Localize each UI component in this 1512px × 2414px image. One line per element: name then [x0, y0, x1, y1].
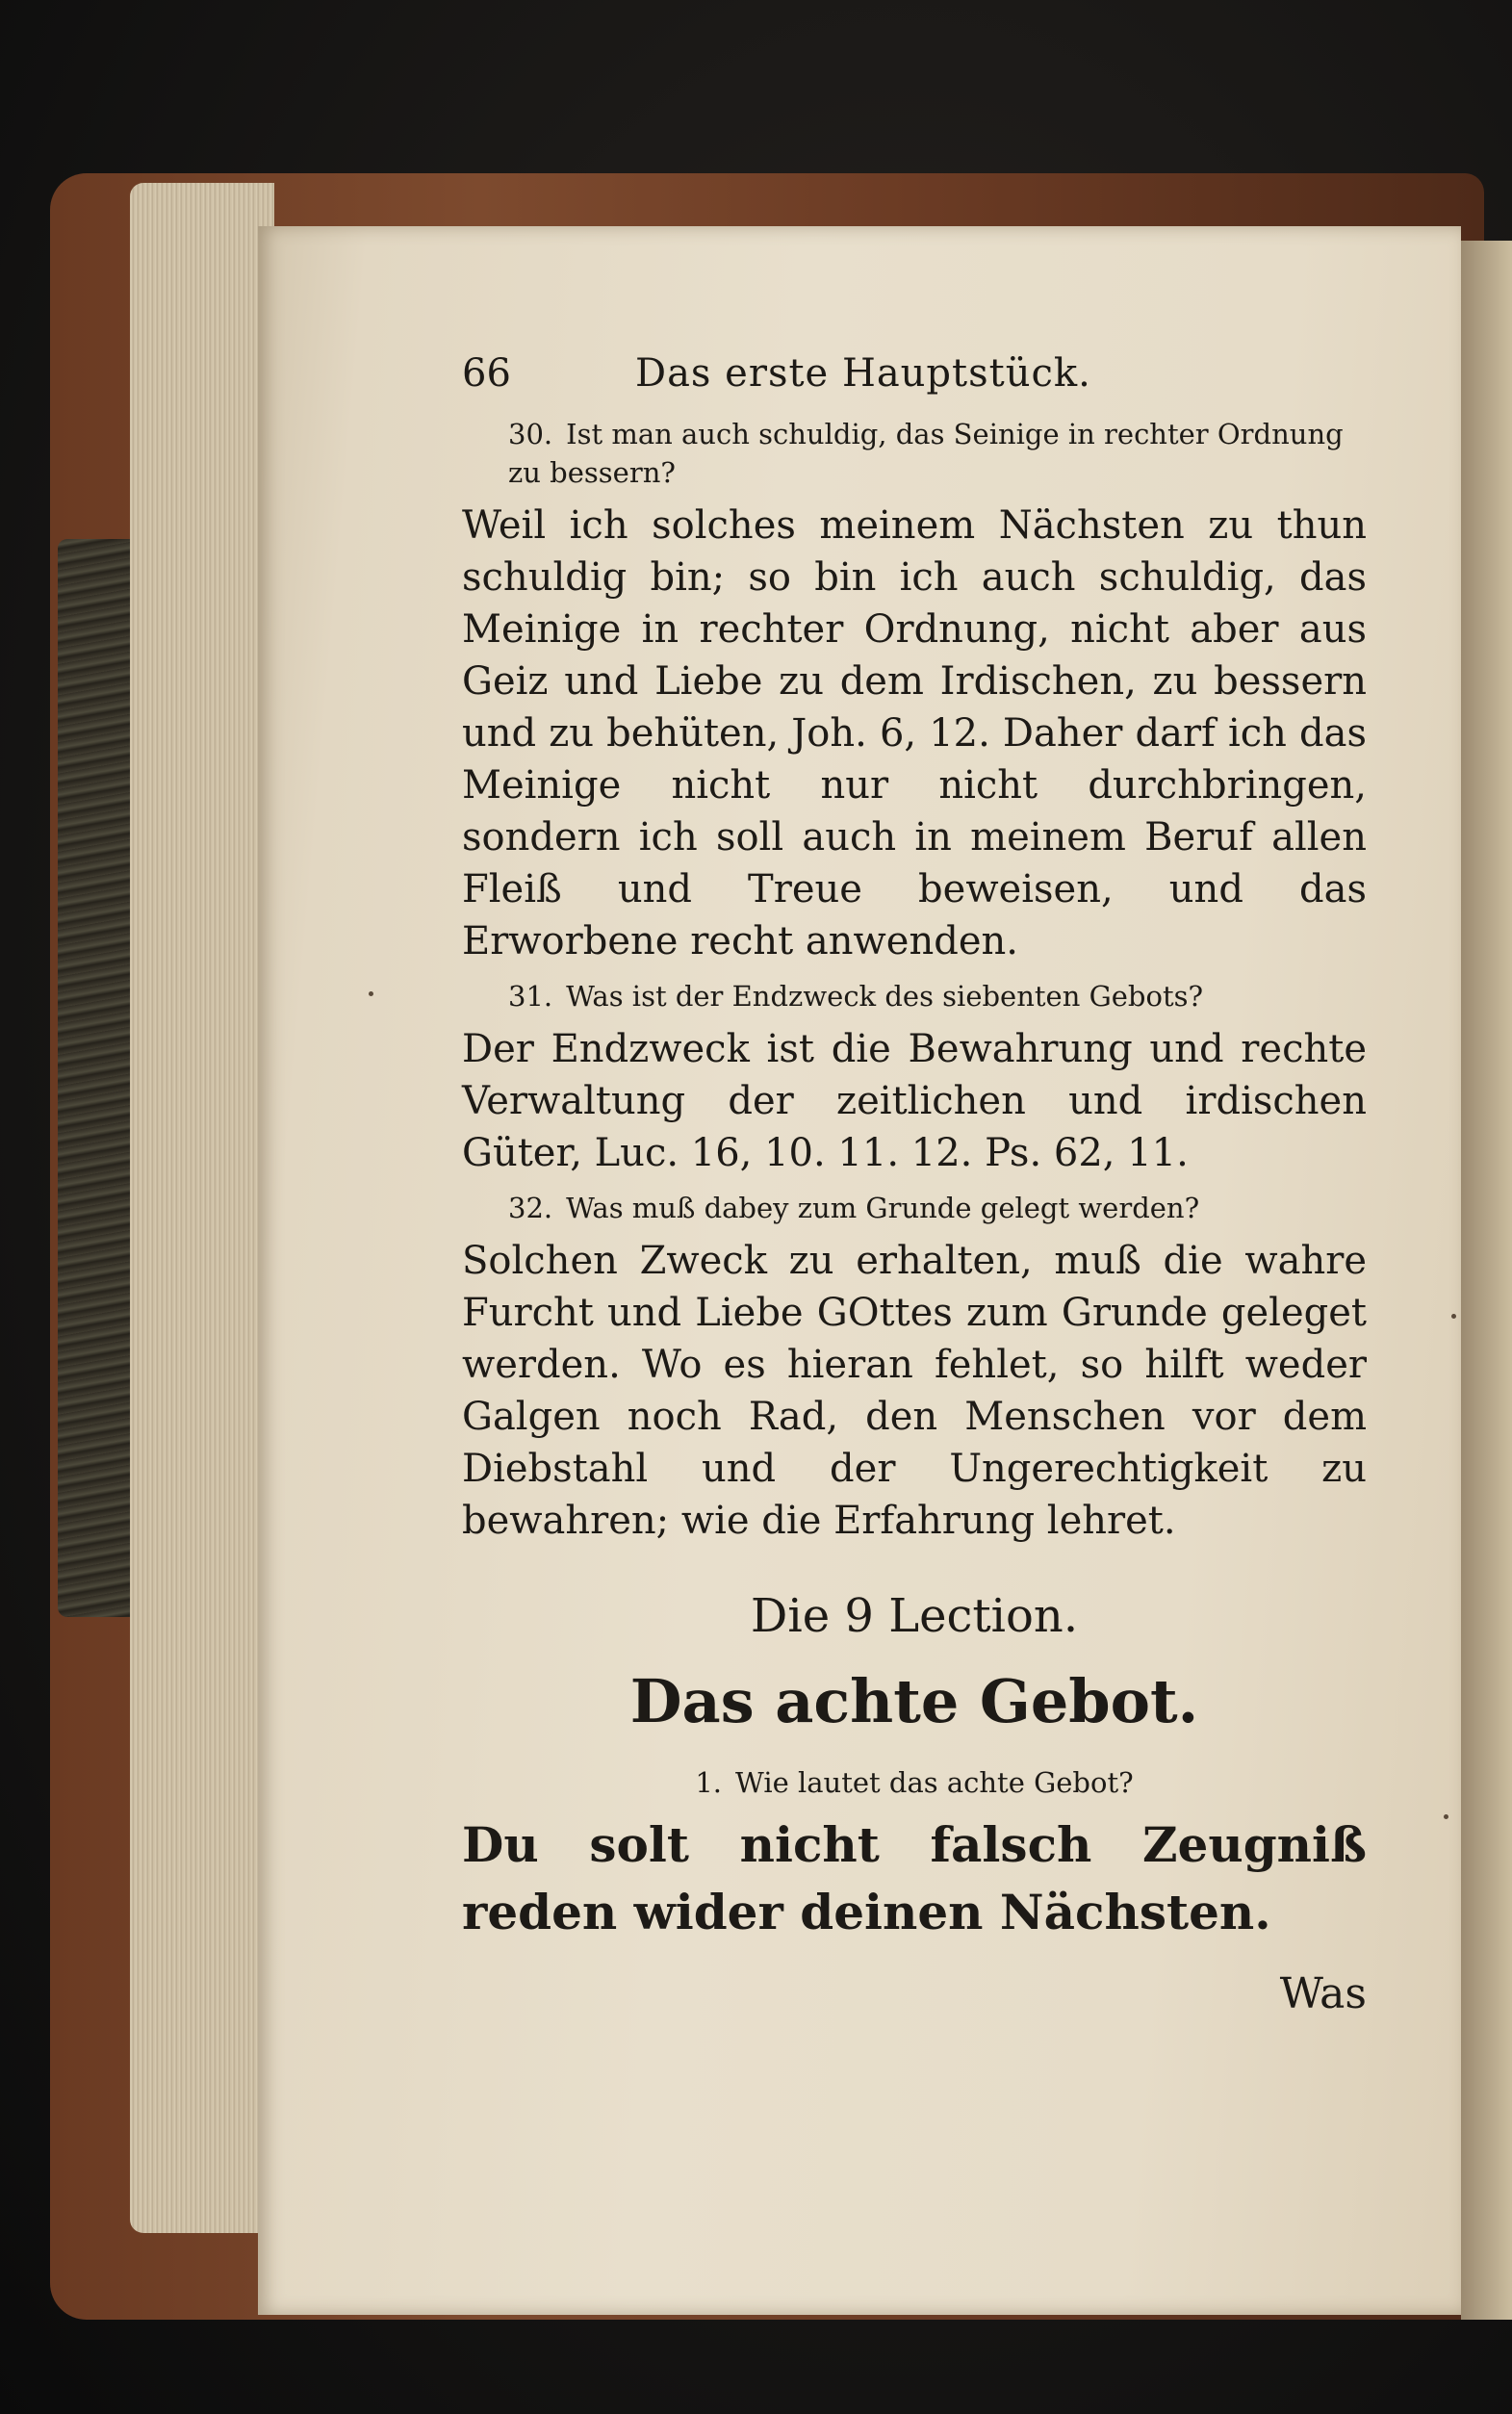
page-text: [462, 351, 1367, 2018]
section-30: [462, 415, 1367, 967]
page-header: [462, 351, 1367, 396]
page-spot: [1451, 1314, 1456, 1319]
section-31: [462, 977, 1367, 1179]
catchword: Was: [1279, 1969, 1367, 2018]
page-number: 66: [462, 351, 511, 396]
question-number: 30.: [508, 418, 553, 450]
page-edges: [130, 183, 274, 2233]
question: [462, 1763, 1367, 1802]
question-number: 31.: [508, 980, 553, 1013]
question-text: Ist man auch schuldig, das Seinige in rechter Ordnung zu bessern?: [508, 418, 1344, 489]
answer: Der Endzweck ist die Bewahrung und rechte Verwaltung der zeitlichen und irdischen Güter, Luc. 16, 10. 11. 12. Ps. 62, 11.: [462, 1027, 1367, 1175]
answer: Solchen Zweck zu erhalten, muß die wahre Furcht und Liebe GOttes zum Grunde geleget werden. Wo es hieran fehlet, so hilft weder Galgen noch Rad, den Menschen vor dem Diebstahl und der Ungerechtigkeit zu bewahren; wie die Erfahrung lehret.: [462, 1239, 1367, 1543]
question: [508, 977, 1367, 1015]
commandment-text: Du solt nicht falsch Zeugniß reden wider deinen Nächsten.: [462, 1816, 1367, 1940]
question-number: 32.: [508, 1192, 553, 1224]
question-text: Was ist der Endzweck des siebenten Gebots?: [566, 980, 1204, 1013]
question-number: 1.: [695, 1766, 723, 1799]
answer: Weil ich solches meinem Nächsten zu thun schuldig bin; so bin ich auch schuldig, das Meinige in rechter Ordnung, nicht aber aus Geiz und Liebe zu dem Irdischen, zu bessern und zu behüten, Joh. 6, 12. Daher darf ich das Meinige nicht nur nicht durchbringen, sondern ich soll auch in meinem Beruf allen Fleiß und Treue beweisen, und das Erworbene recht anwenden.: [462, 503, 1367, 963]
page-spot: [369, 991, 373, 996]
commandment-title: Das achte Gebot.: [629, 1666, 1199, 1736]
question: [508, 1189, 1367, 1227]
facing-page-edge: [1461, 241, 1512, 2320]
question-text: Wie lautet das achte Gebot?: [735, 1766, 1134, 1799]
page-spot: [1444, 1814, 1448, 1819]
lection-heading: Die 9 Lection.: [750, 1589, 1079, 1643]
running-head: Das erste Hauptstück.: [635, 351, 1091, 396]
question: [508, 415, 1367, 492]
question-text: Was muß dabey zum Grunde gelegt werden?: [566, 1192, 1200, 1224]
section-32: [462, 1189, 1367, 1547]
